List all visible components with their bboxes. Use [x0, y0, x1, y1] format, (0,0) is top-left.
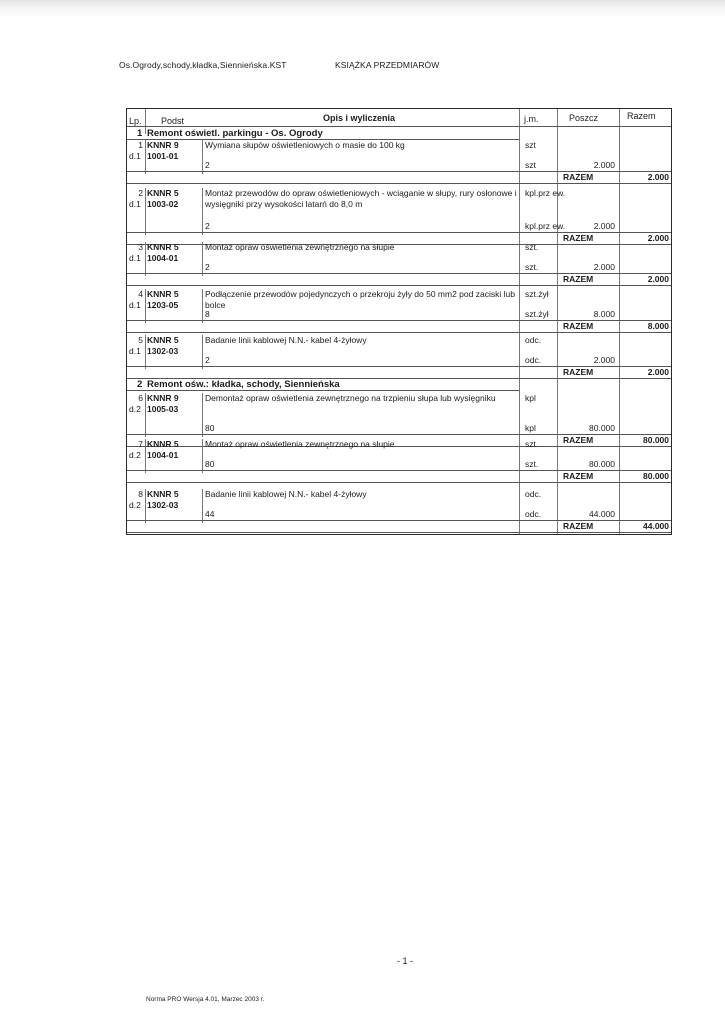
razem-label: RAZEM: [563, 274, 594, 284]
col-podst-header: Podst: [161, 116, 185, 126]
item-calc: 2: [205, 262, 210, 272]
item-sub: d.2: [129, 500, 141, 510]
item-lp: 2: [138, 188, 143, 198]
item-unit: szt.: [525, 439, 539, 449]
item-unit: szt.żył: [525, 289, 549, 299]
item-poszcz: 2.000: [593, 262, 615, 272]
item-poszcz: 2.000: [593, 355, 615, 365]
lp-divider: [145, 489, 146, 523]
item-unit-calc: szt: [525, 160, 536, 170]
item-description: Montaż opraw oświetlenia zewnętrznego na słupie: [205, 242, 395, 252]
item-rule: [127, 183, 671, 184]
col-razem-header: Razem: [627, 111, 656, 121]
item-rule: [127, 285, 671, 286]
podst-divider: [202, 335, 203, 369]
item-ref: 1001-01: [147, 151, 179, 161]
item-sub: d.1: [129, 300, 141, 310]
razem-label: RAZEM: [563, 321, 594, 331]
section-title: Remont ośw.: kładka, schody, Siennieńska: [147, 379, 340, 390]
item-calc: 8: [205, 309, 210, 319]
item-calc: 80: [205, 423, 215, 433]
item-description: Montaż opraw oświetlenia zewnętrznego na słupie: [205, 439, 395, 449]
item-description: Badanie linii kablowej N.N.- kabel 4-żyłowy: [205, 335, 367, 345]
item-rule: [127, 532, 671, 533]
item-sub: d.1: [129, 151, 141, 161]
col-divider: [145, 109, 146, 134]
podst-divider: [202, 489, 203, 523]
section-number: 2: [137, 379, 143, 390]
item-ref: 1302-03: [147, 346, 179, 356]
item-razem: 2.000: [647, 172, 669, 182]
item-unit-calc: szt.żył: [525, 309, 549, 319]
lp-divider: [145, 335, 146, 369]
item-lp: 4: [138, 289, 143, 299]
item-description: Badanie linii kablowej N.N.- kabel 4-żyłowy: [205, 489, 367, 499]
lp-divider: [145, 439, 146, 473]
item-ref: 1003-02: [147, 199, 179, 209]
item-ref: 1203-05: [147, 300, 179, 310]
item-unit: odc.: [525, 489, 542, 499]
item-lp: 1: [138, 140, 143, 150]
lp-divider: [145, 140, 146, 174]
item-ref: 1005-03: [147, 404, 179, 414]
col-poszcz-header: Poszcz: [569, 113, 599, 123]
item-sub: d.1: [129, 199, 141, 209]
item-rule: [127, 332, 671, 333]
item-description: Podłączenie przewodów pojedynczych o przekroju żyły do 50 mm2 pod zaciski lub bolce: [205, 289, 515, 310]
page-number: - 1 -: [397, 956, 414, 966]
item-razem: 2.000: [647, 367, 669, 377]
item-description: Demontaż opraw oświetlenia zewnętrznego na trzpieniu słupa lub wysięgniku: [205, 393, 496, 403]
item-lp: 6: [138, 393, 143, 403]
item-code: KNNR 5: [147, 439, 179, 449]
item-razem: 80.000: [643, 471, 669, 481]
item-lp: 7: [138, 439, 143, 449]
item-rule: [127, 482, 671, 483]
podst-divider: [202, 188, 203, 235]
razem-label: RAZEM: [563, 435, 594, 445]
item-poszcz: 80.000: [589, 423, 615, 433]
item-calc: 80: [205, 459, 215, 469]
item-unit: kpl: [525, 393, 536, 403]
item-sub: d.1: [129, 346, 141, 356]
item-unit: szt: [525, 140, 536, 150]
item-code: KNNR 5: [147, 489, 179, 499]
podst-divider: [202, 289, 203, 323]
lp-divider: [145, 393, 146, 437]
item-unit-calc: szt.: [525, 262, 539, 272]
item-poszcz: 2.000: [593, 160, 615, 170]
item-ref: 1004-01: [147, 450, 179, 460]
section-number: 1: [137, 128, 143, 139]
item-unit-calc: odc.: [525, 509, 542, 519]
col-lp-header: Lp.: [129, 116, 142, 126]
item-unit-calc: kpl: [525, 423, 536, 433]
item-description: Montaż przewodów do opraw oświetleniowych - wciąganie w słupy, rury osłonowe i wysięgniki przy wysokości latarń do 8,0 m: [205, 188, 517, 209]
section-rule: [127, 390, 519, 391]
header-title: KSIĄŻKA PRZEDMIARÓW: [335, 60, 440, 70]
item-lp: 8: [138, 489, 143, 499]
razem-label: RAZEM: [563, 172, 594, 182]
item-poszcz: 8.000: [593, 309, 615, 319]
razem-label: RAZEM: [563, 367, 594, 377]
item-code: KNNR 5: [147, 188, 179, 198]
item-unit-calc: kpl.prz ew.: [525, 221, 566, 231]
item-poszcz: 2.000: [593, 221, 615, 231]
item-razem: 2.000: [647, 274, 669, 284]
col-opis-header: Opis i wyliczenia: [323, 113, 396, 123]
item-ref: 1302-03: [147, 500, 179, 510]
item-lp: 5: [138, 335, 143, 345]
item-sub: d.2: [129, 404, 141, 414]
razem-label: RAZEM: [563, 471, 594, 481]
lp-divider: [145, 289, 146, 323]
item-description: Wymiana słupów oświetleniowych o masie do 100 kg: [205, 140, 405, 150]
item-unit: odc.: [525, 335, 542, 345]
podst-divider: [202, 439, 203, 473]
item-unit-calc: odc.: [525, 355, 542, 365]
item-calc: 2: [205, 355, 210, 365]
item-ref: 1004-01: [147, 253, 179, 263]
item-code: KNNR 5: [147, 289, 179, 299]
item-poszcz: 44.000: [589, 509, 615, 519]
razem-label: RAZEM: [563, 233, 594, 243]
item-code: KNNR 5: [147, 335, 179, 345]
item-poszcz: 80.000: [589, 459, 615, 469]
item-code: KNNR 9: [147, 393, 179, 403]
item-razem: 80.000: [643, 435, 669, 445]
item-calc: 2: [205, 221, 210, 231]
header-rule: [127, 126, 671, 127]
przedmiar-table: [126, 108, 672, 535]
section-title: Remont oświetl. parkingu - Os. Ogrody: [147, 128, 323, 139]
item-razem: 8.000: [647, 321, 669, 331]
item-unit: szt.: [525, 242, 539, 252]
lp-divider: [145, 188, 146, 235]
item-code: KNNR 9: [147, 140, 179, 150]
item-calc: 2: [205, 160, 210, 170]
item-code: KNNR 5: [147, 242, 179, 252]
lp-divider: [145, 242, 146, 276]
razem-label: RAZEM: [563, 521, 594, 531]
item-razem: 2.000: [647, 233, 669, 243]
software-footer: Norma PRO Wersja 4.01, Marzec 2003 r.: [146, 996, 265, 1003]
header-filename: Os.Ogrody,schody,kładka,Sienniеńska.KST: [119, 60, 287, 70]
item-sub: d.2: [129, 450, 141, 460]
item-lp: 3: [138, 242, 143, 252]
item-unit-calc: szt.: [525, 459, 539, 469]
item-razem: 44.000: [643, 521, 669, 531]
item-calc: 44: [205, 509, 215, 519]
item-sub: d.1: [129, 253, 141, 263]
podst-divider: [202, 242, 203, 276]
col-jm-header: j.m.: [524, 114, 539, 124]
item-unit: kpl.prz ew.: [525, 188, 566, 198]
podst-divider: [202, 140, 203, 174]
podst-divider: [202, 393, 203, 437]
